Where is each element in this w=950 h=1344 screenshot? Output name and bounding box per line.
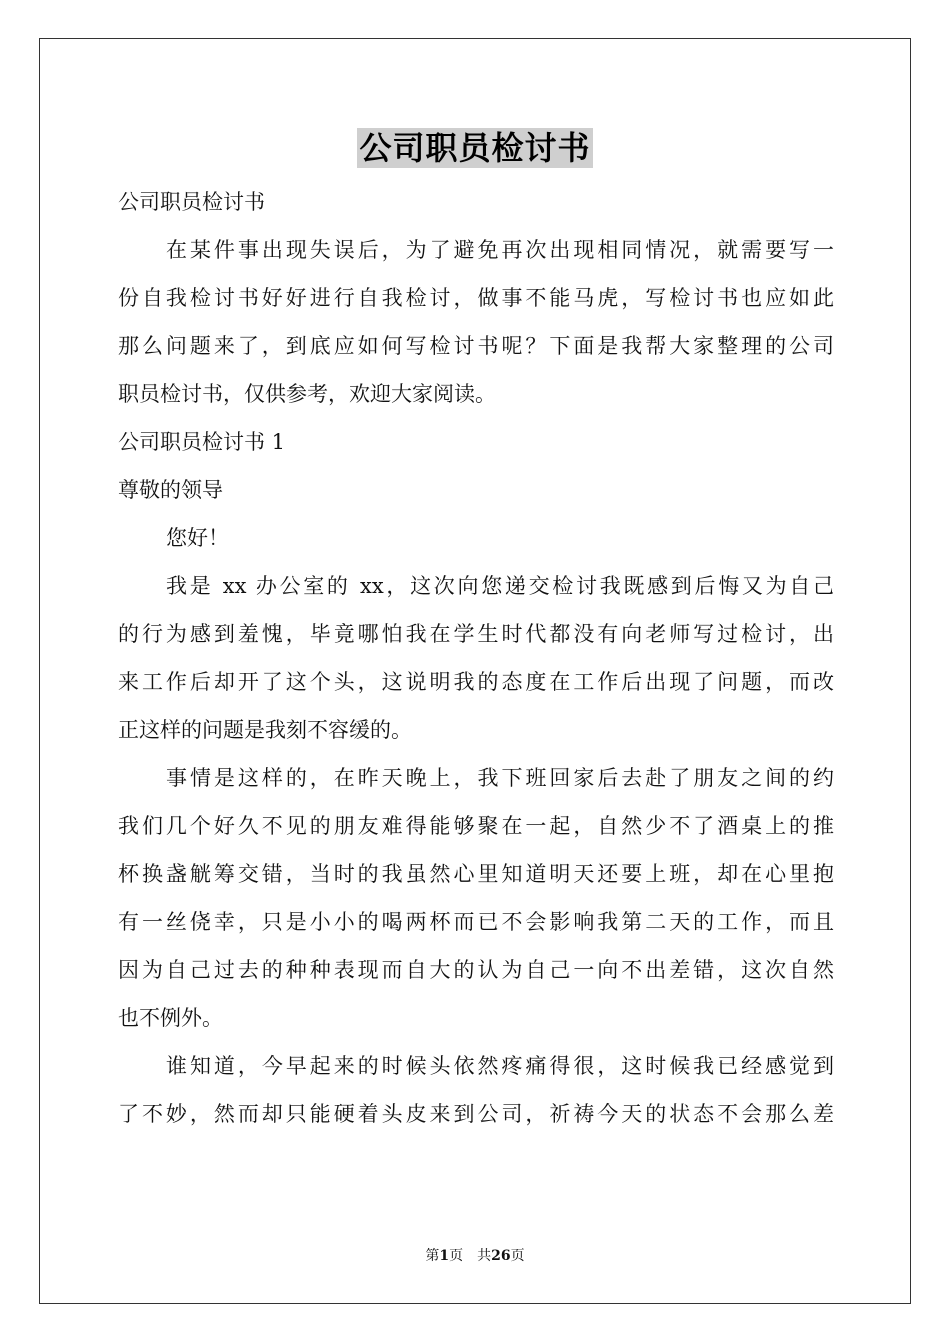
body-line: 谁知道，今早起来的时候头依然疼痛得很，这时候我已经感觉到 <box>166 1054 834 1078</box>
total-prefix: 共 <box>477 1248 492 1264</box>
title-wrap <box>0 128 950 168</box>
body-line: 正这样的问题是我刻不容缓的。 <box>118 718 412 742</box>
page-prefix: 第 <box>425 1248 440 1264</box>
page-suffix: 页 <box>449 1248 464 1264</box>
total-pages: 26 <box>491 1248 511 1264</box>
page-footer <box>0 1246 950 1266</box>
body-line: 我们几个好久不见的朋友难得能够聚在一起，自然少不了酒桌上的推 <box>118 814 834 838</box>
body-line: 那么问题来了，到底应如何写检讨书呢？下面是我帮大家整理的公司 <box>118 334 834 358</box>
body-line: 了不妙，然而却只能硬着头皮来到公司，祈祷今天的状态不会那么差 <box>118 1102 834 1126</box>
body-line: 有一丝侥幸，只是小小的喝两杯而已不会影响我第二天的工作，而且 <box>118 910 834 934</box>
body-line: 我是 xx 办公室的 xx，这次向您递交检讨我既感到后悔又为自己 <box>166 574 834 598</box>
greeting: 您好！ <box>166 526 229 550</box>
body-line: 职员检讨书，仅供参考，欢迎大家阅读。 <box>118 382 496 406</box>
body-line: 公司职员检讨书 <box>118 190 265 214</box>
total-suffix: 页 <box>510 1248 525 1264</box>
body-line: 杯换盏觥筹交错，当时的我虽然心里知道明天还要上班，却在心里抱 <box>118 862 834 886</box>
section-heading: 公司职员检讨书 1 <box>118 430 286 454</box>
body-line: 的行为感到羞愧，毕竟哪怕我在学生时代都没有向老师写过检讨，出 <box>118 622 834 646</box>
salutation: 尊敬的领导 <box>118 478 223 502</box>
body-line: 因为自己过去的种种表现而自大的认为自己一向不出差错，这次自然 <box>118 958 834 982</box>
body-line: 也不例外。 <box>118 1006 223 1030</box>
page-number: 1 <box>439 1248 450 1264</box>
body-line: 事情是这样的，在昨天晚上，我下班回家后去赴了朋友之间的约 <box>166 766 834 790</box>
body-line: 份自我检讨书好好进行自我检讨，做事不能马虎，写检讨书也应如此 <box>118 286 834 310</box>
document-title: 公司职员检讨书 <box>359 129 591 167</box>
body-line: 在某件事出现失误后，为了避免再次出现相同情况，就需要写一 <box>166 238 834 262</box>
body-line: 来工作后却开了这个头，这说明我的态度在工作后出现了问题，而改 <box>118 670 834 694</box>
document-body <box>118 178 834 1138</box>
